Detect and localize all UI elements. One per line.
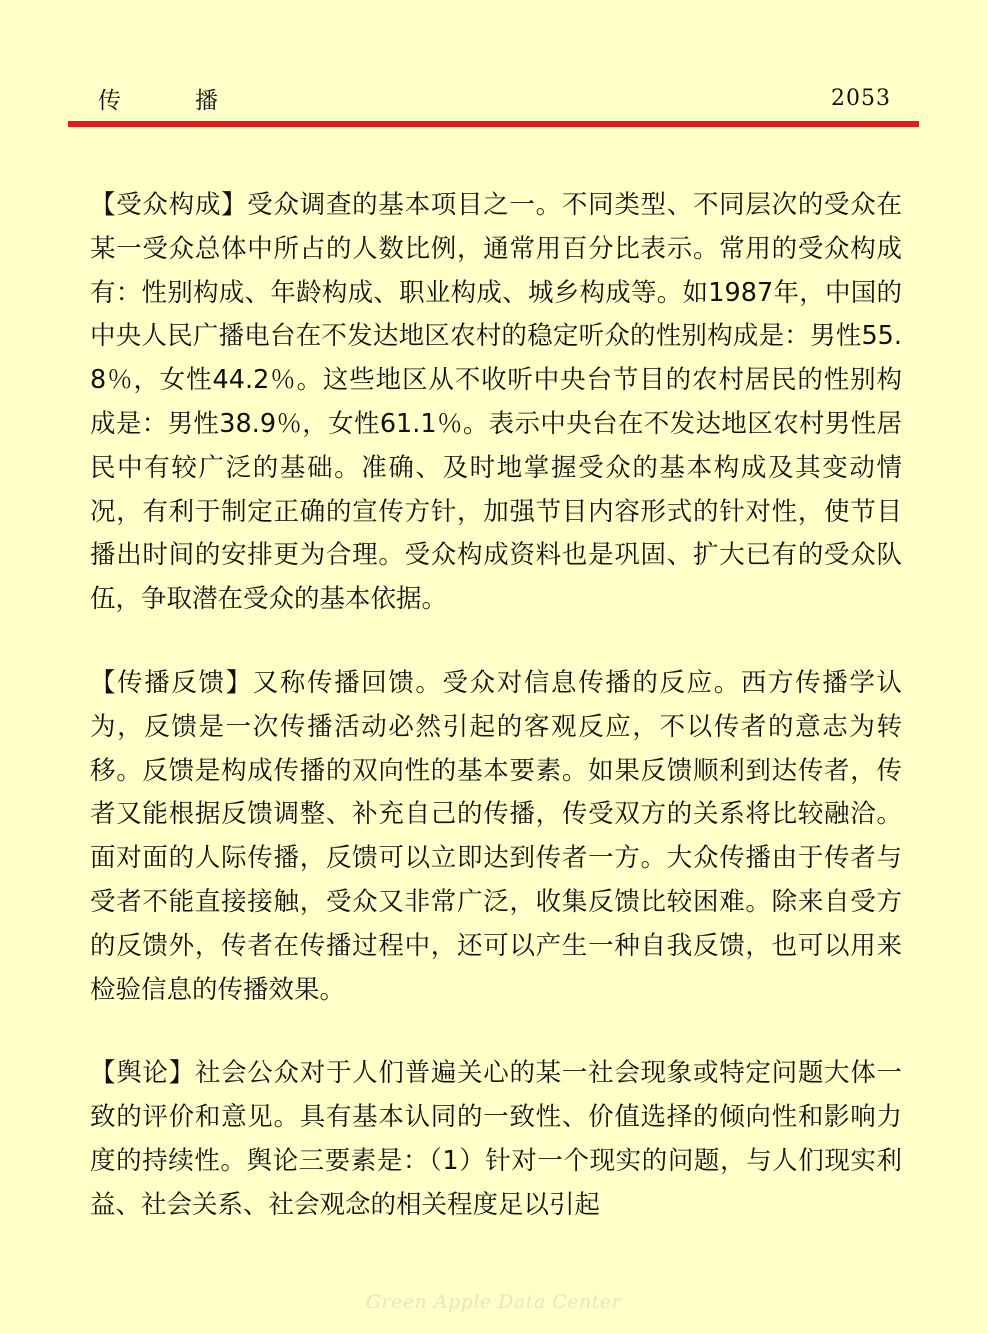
dictionary-entries <box>90 184 902 1268</box>
running-header-title: 传播 <box>98 88 292 114</box>
entry-audience-composition <box>90 184 902 622</box>
entry-public-opinion <box>90 1052 902 1227</box>
entry-communication-feedback <box>90 662 902 1012</box>
entry-term: 【受众构成】 <box>90 190 248 220</box>
watermark: Green Apple Data Center <box>365 1291 622 1313</box>
page-number: 2053 <box>831 86 891 111</box>
entry-body: 受众调查的基本项目之一。不同类型、不同层次的受众在某一受众总体中所占的人数比例，通常用百分比表示。常用的受众构成有：性别构成、年龄构成、职业构成、城乡构成等。如1987年，中国的中央人民广播电台在不发达地区农村的稳定听众的性别构成是：男性55.8％，女性44.2％。这些地区从不收听中央台节目的农村居民的性别构成是：男性38.9％，女性61.1％。表示中央台在不发达地区农村男性居民中有较广泛的基础。准确、及时地掌握受众的基本构成及其变动情况，有利于制定正确的宣传方针，加强节目内容形式的针对性，使节目播出时间的安排更为合理。受众构成资料也是巩固、扩大已有的受众队伍，争取潜在受众的基本依据。 <box>90 190 902 615</box>
header-divider <box>68 121 919 127</box>
entry-term: 【舆论】 <box>90 1058 195 1089</box>
entry-body: 又称传播回馈。受众对信息传播的反应。西方传播学认为，反馈是一次传播活动必然引起的客观反应，不以传者的意志为转移。反馈是构成传播的双向性的基本要素。如果反馈顺利到达传者，传者又能根据反馈调整、补充自己的传播，传受双方的关系将比较融洽。面对面的人际传播，反馈可以立即达到传者一方。大众传播由于传者与受者不能直接接触，受众又非常广泛，收集反馈比较困难。除来自受方的反馈外，传者在传播过程中，还可以产生一种自我反馈，也可以用来检验信息的传播效果。 <box>90 667 902 1005</box>
page-header <box>0 0 987 130</box>
entry-term: 【传播反馈】 <box>90 667 253 698</box>
entry-body: 社会公众对于人们普遍关心的某一社会现象或特定问题大体一致的评价和意见。具有基本认同的一致性、价值选择的倾向性和影响力度的持续性。舆论三要素是：（1）针对一个现实的问题，与人们现实利益、社会关系、社会观念的相关程度足以引起 <box>90 1058 902 1220</box>
